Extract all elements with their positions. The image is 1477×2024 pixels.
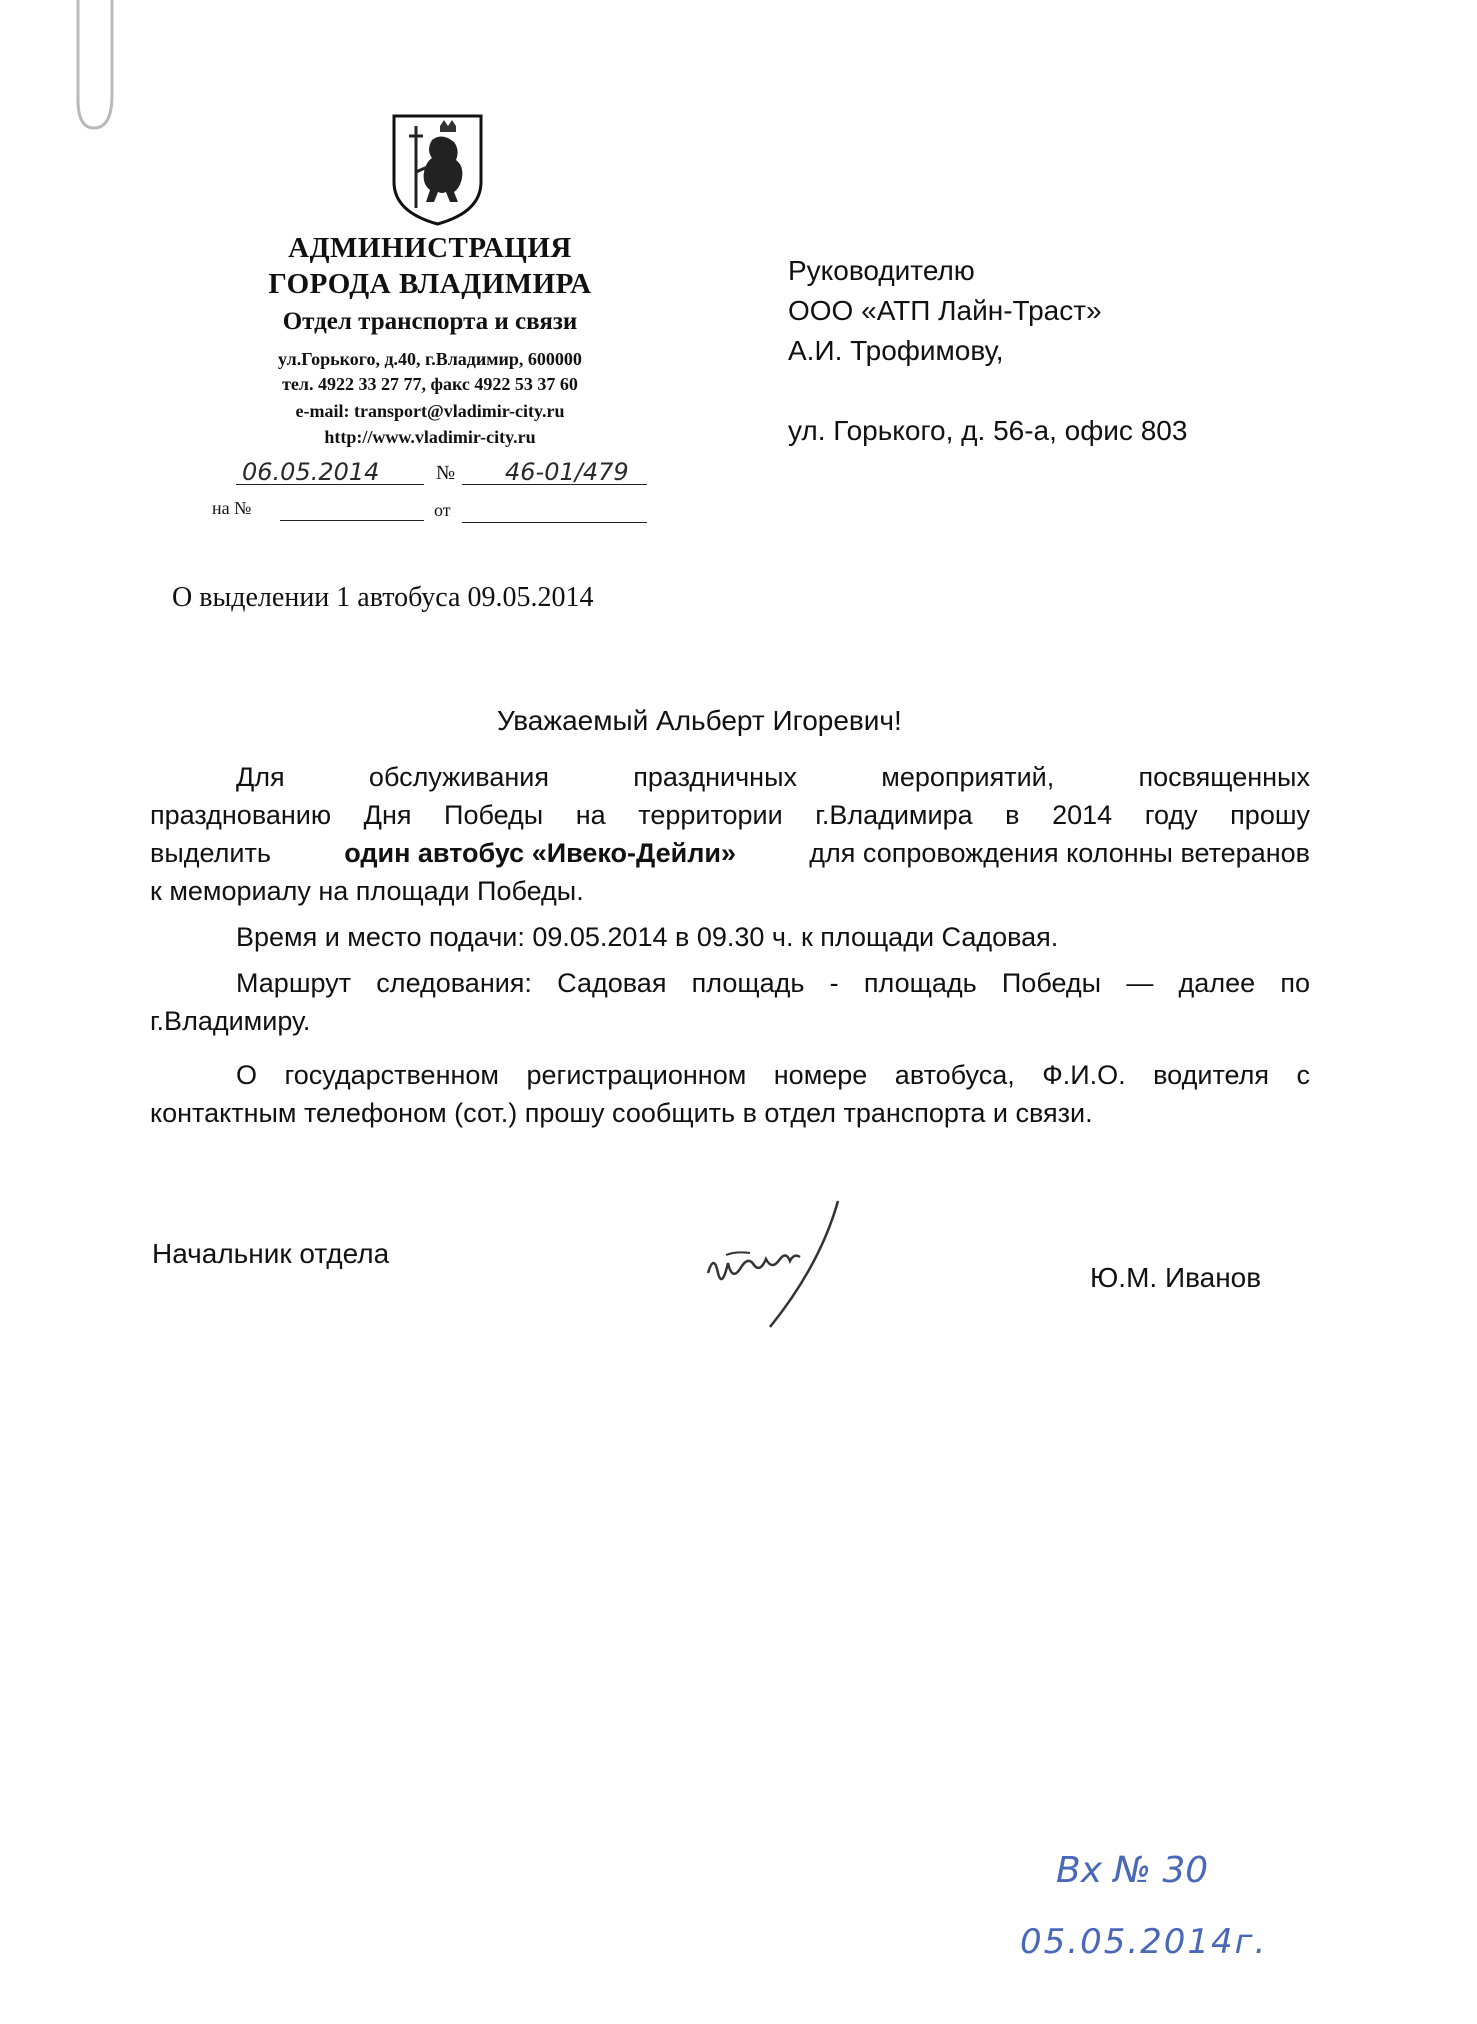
paper-clip-mark	[72, 0, 132, 140]
body-text: выделить	[150, 838, 271, 868]
registration-number-label: №	[436, 462, 456, 484]
registration-date-line	[236, 484, 424, 485]
body-paragraph2: Время и место подачи: 09.05.2014 в 09.30 ч. к площади Садовая.	[236, 922, 1059, 952]
department-name: Отдел транспорта и связи	[282, 308, 578, 335]
letter-subject: О выделении 1 автобуса 09.05.2014	[172, 582, 594, 613]
incoming-date: 05.05.2014г.	[1020, 1922, 1268, 1962]
body-word: обслуживания	[368, 762, 549, 792]
body-paragraph4-line2: контактным телефоном (сот.) прошу сообщить в отдел транспорта и связи.	[150, 1098, 1093, 1128]
reference-date-line	[462, 522, 647, 523]
org-website: http://www.vladimir-city.ru	[324, 427, 536, 447]
body-paragraph4-line1: О государственном регистрационном номере автобуса, Ф.И.О. водителя с	[236, 1060, 1310, 1090]
recipient-company: ООО «АТП Лайн-Траст»	[788, 295, 1102, 326]
reference-number-line	[280, 520, 424, 521]
recipient-person: А.И. Трофимову,	[788, 335, 1004, 366]
org-phone-fax: тел. 4922 33 27 77, факс 4922 53 37 60	[282, 374, 578, 394]
body-paragraph1-line3	[150, 838, 1310, 869]
body-word: посвященных	[1138, 762, 1310, 792]
handwritten-signature	[700, 1195, 850, 1335]
signatory-position: Начальник отдела	[152, 1238, 390, 1269]
signatory-name: Ю.М. Иванов	[1090, 1262, 1262, 1293]
body-paragraph1-line1	[150, 762, 1310, 793]
recipient-address: ул. Горького, д. 56-а, офис 803	[788, 415, 1188, 446]
registration-date: 06.05.2014	[242, 458, 380, 486]
recipient-line1: Руководителю	[788, 255, 975, 286]
org-name-line1: АДМИНИСТРАЦИЯ	[288, 232, 572, 264]
reference-number-label: на №	[212, 498, 252, 518]
body-paragraph1-line4: к мемориалу на площади Победы.	[150, 876, 584, 906]
org-email: e-mail: transport@vladimir-city.ru	[295, 401, 565, 421]
body-paragraph3-line2: г.Владимиру.	[150, 1006, 311, 1036]
org-name-line2: ГОРОДА ВЛАДИМИРА	[268, 268, 592, 300]
body-word: мероприятий,	[881, 762, 1055, 792]
registration-number: 46-01/479	[505, 458, 629, 486]
registration-number-line	[462, 484, 647, 485]
incoming-number: Вх № 30	[1056, 1850, 1209, 1891]
body-paragraph1-line2: празднованию Дня Победы на территории г.Владимира в 2014 году прошу	[150, 800, 1310, 830]
bus-model-emphasis: один автобус «Ивеко-Дейли»	[344, 838, 736, 868]
coat-of-arms-icon	[390, 112, 485, 227]
body-paragraph3-line1: Маршрут следования: Садовая площадь - площадь Победы — далее по	[236, 968, 1310, 998]
body-word: праздничных	[633, 762, 798, 792]
salutation: Уважаемый Альберт Игоревич!	[497, 705, 902, 736]
body-word: Для	[236, 762, 285, 792]
reference-date-label: от	[434, 500, 451, 520]
org-address: ул.Горького, д.40, г.Владимир, 600000	[278, 349, 582, 369]
body-text: для сопровождения колонны ветеранов	[809, 838, 1310, 868]
